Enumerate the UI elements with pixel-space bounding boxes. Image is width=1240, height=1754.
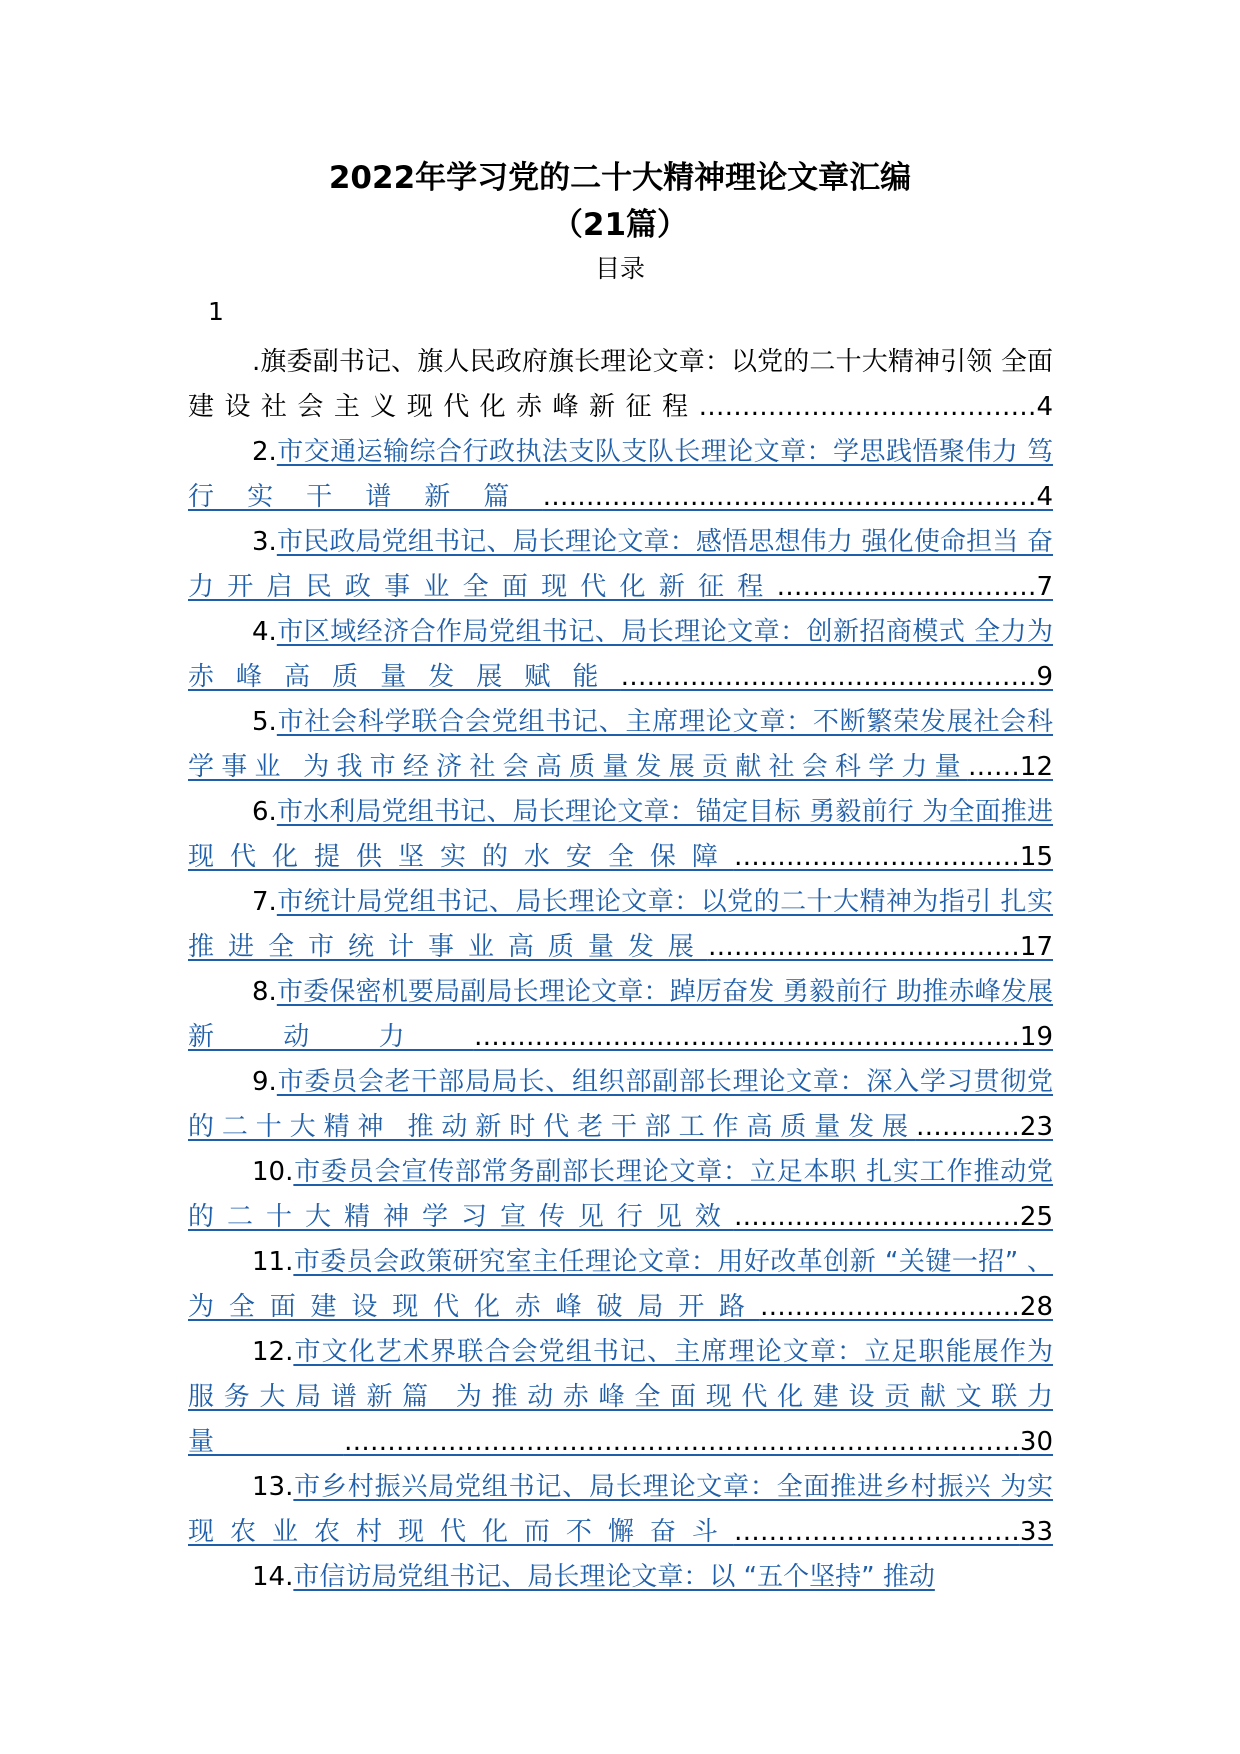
toc-entry-page-number: 9 [1036,662,1053,692]
toc-entry[interactable] [188,880,1053,970]
toc-entry-dot-leader: ………… [915,1112,1020,1142]
toc-entry-page-number: 23 [1019,1112,1053,1142]
toc-entry[interactable] [188,1060,1053,1150]
toc-entry-link[interactable] [188,1067,1053,1142]
toc-heading: 目录 [594,254,645,283]
toc-entry-number: 9. [252,1067,277,1097]
toc-entry-title: 市区域经济合作局党组书记、局长理论文章：创新招商模式 全力为赤峰高质量发展赋能 [188,617,1053,692]
toc-entry-title: 市文化艺术界联合会党组书记、主席理论文章：立足职能展作为 服务大局谱新篇 为推动赤峰全面现代化建设贡献文联力量 [188,1337,1053,1457]
toc-entry-link[interactable] [188,617,1053,692]
toc-entry-link[interactable] [188,1337,1053,1457]
toc-entry [188,340,1053,430]
toc-first-number: 1 [208,297,224,326]
toc-entry-number: 6. [252,797,277,827]
toc-entry-link[interactable] [293,1562,934,1592]
toc-entry[interactable] [188,970,1053,1060]
toc-entry-number: 8. [252,977,277,1007]
toc-entry-title: 市委员会老干部局局长、组织部副部长理论文章：深入学习贯彻党的二十大精神 推动新时代老干部工作高质量发展 [188,1067,1053,1142]
toc-entry[interactable] [188,1240,1053,1330]
toc-entry-dot-leader: …… [967,752,1020,782]
toc-entry[interactable] [188,1555,1053,1600]
toc-entry-dot-leader: ……………………………………………………… [473,1022,1020,1052]
toc-entry-dot-leader: ………………………………………… [620,662,1037,692]
toc-entry-title: 市社会科学联合会党组书记、主席理论文章：不断繁荣发展社会科学事业 为我市经济社会高质量发展贡献社会科学力量 [188,707,1053,782]
toc-entry-link[interactable] [188,887,1053,962]
toc-entry-link[interactable] [188,797,1053,872]
toc-entry-number: 2. [252,437,277,467]
toc-entry[interactable] [188,1330,1053,1465]
toc-entry-title: 市乡村振兴局党组书记、局长理论文章：全面推进乡村振兴 为实现农业农村现代化而不懈奋斗 [188,1472,1053,1547]
toc-entry[interactable] [188,1150,1053,1240]
toc-entry-link[interactable] [188,1157,1053,1232]
toc-entry-number: 11. [252,1247,294,1277]
toc-entry-link[interactable] [188,527,1053,602]
toc-entry-title: 市委保密机要局副局长理论文章：踔厉奋发 勇毅前行 助推赤峰发展新动力 [188,977,1053,1052]
toc-entry-dot-leader: ……………………………… [707,932,1020,962]
toc-entry-dot-leader: …………………………… [733,1517,1020,1547]
toc-entry-page-number: 30 [1019,1427,1053,1457]
toc-entry-number: 3. [252,527,277,557]
toc-entry-dot-leader: …………………………………………………………………… [343,1427,1020,1457]
toc-entry-dot-leader: ………………………………………………… [542,482,1037,512]
document-subtitle: （21篇） [551,207,689,243]
toc-entry-title: 市信访局党组书记、局长理论文章：以 “五个坚持” 推动 [293,1562,935,1592]
toc-entry-dot-leader: ………………………… [776,572,1037,602]
toc-entry-page-number: 17 [1019,932,1053,962]
toc-entry-dot-leader: ………………………………… [698,392,1037,422]
toc-entry-link[interactable] [188,1472,1053,1547]
toc-entry-number: 14. [252,1562,294,1592]
toc-entry-title: 市委员会政策研究室主任理论文章：用好改革创新 “关键一招” 、为全面建设现代化赤峰破局开路 [188,1247,1053,1322]
toc-entry-number: 4. [252,617,277,647]
toc-entry-title: 市交通运输综合行政执法支队支队长理论文章：学思践悟聚伟力 笃行实干谱新篇 [188,437,1053,512]
toc-entry-number: 10. [252,1157,294,1187]
toc-entry-link[interactable] [188,437,1053,512]
toc-entry-link[interactable] [188,977,1053,1052]
toc-entry-page-number: 15 [1019,842,1053,872]
toc-entry-page-number: 33 [1019,1517,1053,1547]
toc-entry-title: 市水利局党组书记、局长理论文章：锚定目标 勇毅前行 为全面推进现代化提供坚实的水安全保障 [188,797,1053,872]
toc-entry-page-number: 19 [1019,1022,1053,1052]
toc-entry[interactable] [188,520,1053,610]
toc-entry-link[interactable] [188,707,1053,782]
toc-entry[interactable] [188,1465,1053,1555]
toc-entry-text-group [188,347,1053,422]
toc-entry-page-number: 4 [1036,482,1053,512]
toc-entry-page-number: 4 [1036,392,1053,422]
toc-entry-number: 5. [252,707,277,737]
toc-entry-page-number: 7 [1036,572,1053,602]
toc-entry-dot-leader: …………………………… [733,842,1020,872]
toc-entry[interactable] [188,430,1053,520]
toc-entry[interactable] [188,700,1053,790]
toc-entry-number: 13. [252,1472,294,1502]
document-title: 2022年学习党的二十大精神理论文章汇编 [328,160,912,196]
toc-entry-page-number: 25 [1019,1202,1053,1232]
toc-entry-page-number: 28 [1019,1292,1053,1322]
toc-entry-number: 12. [252,1337,294,1367]
toc-entry-title: 市统计局党组书记、局长理论文章：以党的二十大精神为指引 扎实推进全市统计事业高质量发展 [188,887,1053,962]
toc-entry-title: 市委员会宣传部常务副部长理论文章：立足本职 扎实工作推动党的二十大精神学习宣传见行见效 [188,1157,1053,1232]
toc-entry[interactable] [188,610,1053,700]
toc-entry-title: 市民政局党组书记、局长理论文章：感悟思想伟力 强化使命担当 奋力开启民政事业全面现代化新征程 [188,527,1053,602]
toc-entry[interactable] [188,790,1053,880]
toc-entry-page-number: 12 [1019,752,1053,782]
toc-entry-dot-leader: ………………………… [759,1292,1020,1322]
toc-entry-dot-leader: …………………………… [733,1202,1020,1232]
toc-entry-title: .旗委副书记、旗人民政府旗长理论文章：以党的二十大精神引领 全面建设社会主义现代化赤峰新征程 [188,347,1053,422]
toc-entry-link[interactable] [188,1247,1053,1322]
table-of-contents [188,340,1053,1600]
toc-entry-number: 7. [252,887,277,917]
